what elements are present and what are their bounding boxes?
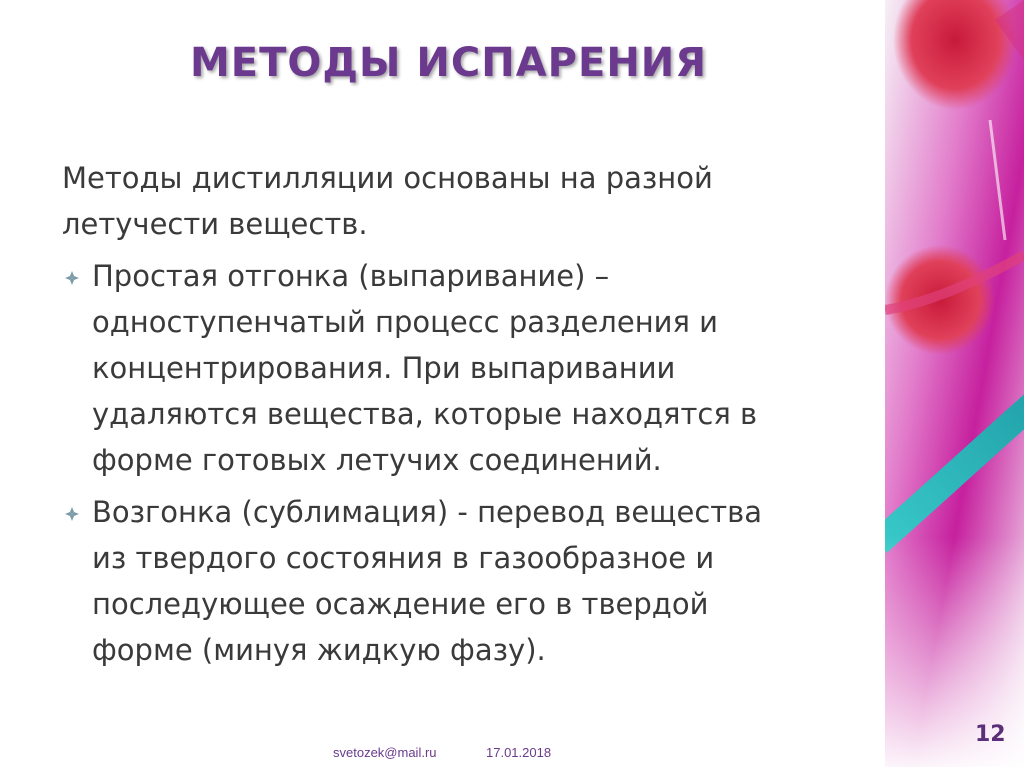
bullet-line: удаляются вещества, которые находятся в [92,397,758,431]
intro-line: Методы дистилляции основаны на разной [62,161,713,195]
bullet-item [62,253,862,483]
bullet-line: форме (минуя жидкую фазу). [92,633,546,667]
bullet-line: Возгонка (сублимация) - перевод вещества [92,495,763,529]
bullet-line: последующее осаждение его в твердой [92,587,709,621]
bullet-line: концентрирования. При выпаривании [92,351,676,385]
slide-title: МЕТОДЫ ИСПАРЕНИЯ [190,40,708,86]
bullet-line: форме готовых летучих соединений. [92,443,662,477]
footer-email: svetozek@mail.ru [333,745,437,760]
intro-line: летучести веществ. [62,207,368,241]
bullet-item [62,489,862,673]
slide-body [62,155,862,679]
bullet-line: Простая отгонка (выпаривание) – [92,259,610,293]
diamond-bullet-icon [64,506,80,522]
footer-date: 17.01.2018 [486,745,552,760]
diamond-bullet-icon [64,270,80,286]
bullet-line: одноступенчатый процесс разделения и [92,305,719,339]
page-number: 12 [975,722,1006,747]
bullet-list [62,253,862,673]
decorative-flower-image [885,0,1024,767]
bullet-line: из твердого состояния в газообразное и [92,541,715,575]
intro-paragraph [62,155,862,247]
